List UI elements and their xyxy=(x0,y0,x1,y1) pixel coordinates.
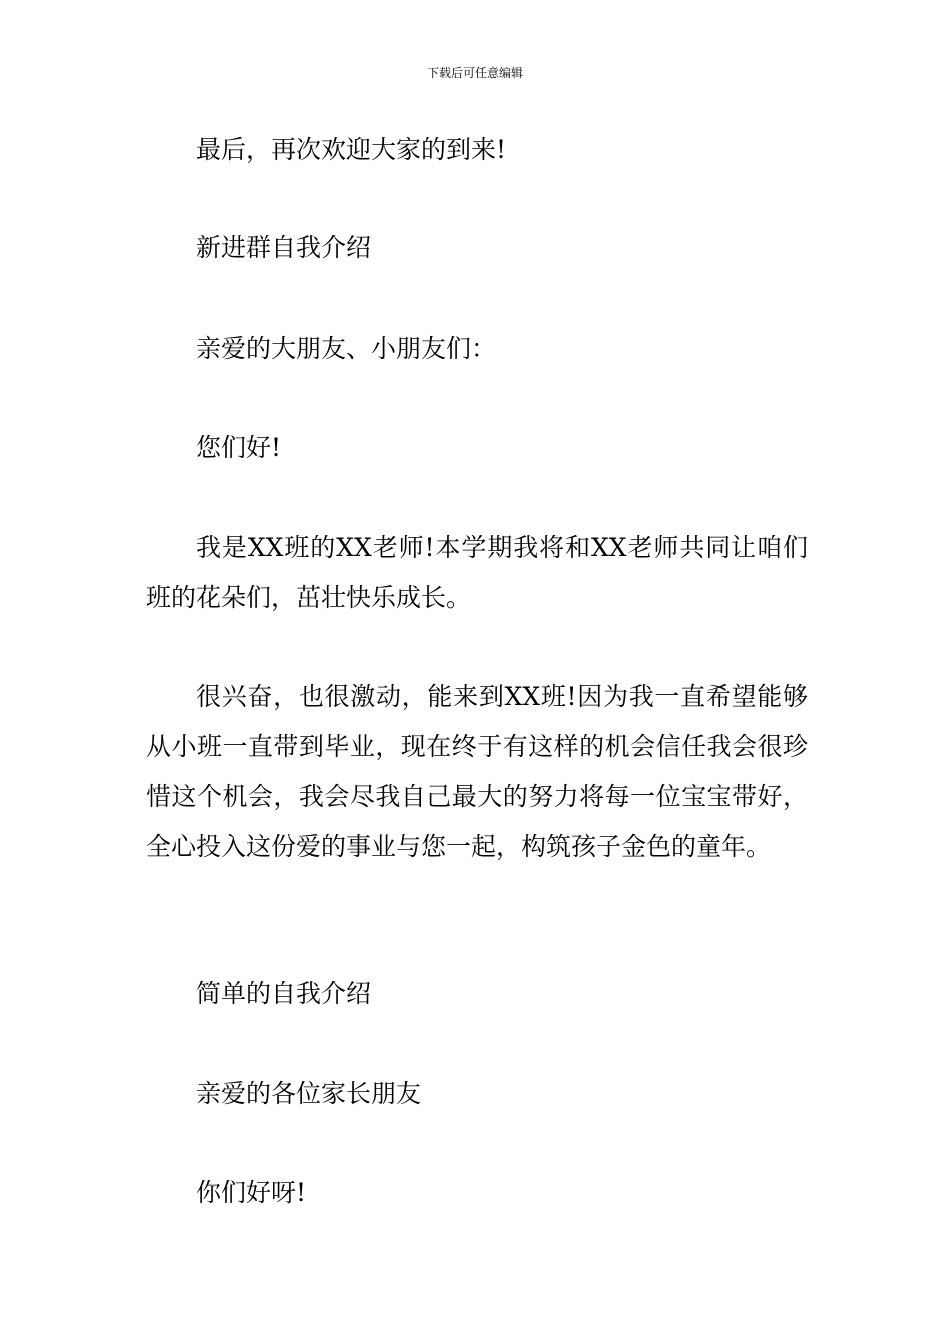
paragraph-hello-parents: 你们好呀! xyxy=(196,1178,307,1207)
paragraph-introduction: 我是XX班的XX老师!本学期我将和XX老师共同让咱们班的花朵们，茁壮快乐成长。 xyxy=(146,533,808,612)
page-header: 下载后可任意编辑 xyxy=(426,66,523,80)
paragraph-hello: 您们好! xyxy=(196,433,282,462)
paragraph-excitement: 很兴奋，也很激动，能来到XX班!因为我一直希望能够从小班一直带到毕业，现在终于有这样的机会信任我会很珍惜这个机会，我会尽我自己最大的努力将每一位宝宝带好，全心投入这份爱的事业与您一起，构筑孩子金色的童年。 xyxy=(146,682,808,861)
paragraph-greeting: 亲爱的大朋友、小朋友们： xyxy=(196,334,497,363)
paragraph-closing: 最后，再次欢迎大家的到来! xyxy=(196,135,507,164)
section-heading-new-member: 新进群自我介绍 xyxy=(196,233,372,262)
paragraph-dear-parents: 亲爱的各位家长朋友 xyxy=(196,1079,422,1108)
section-heading-simple-intro: 简单的自我介绍 xyxy=(196,979,372,1008)
